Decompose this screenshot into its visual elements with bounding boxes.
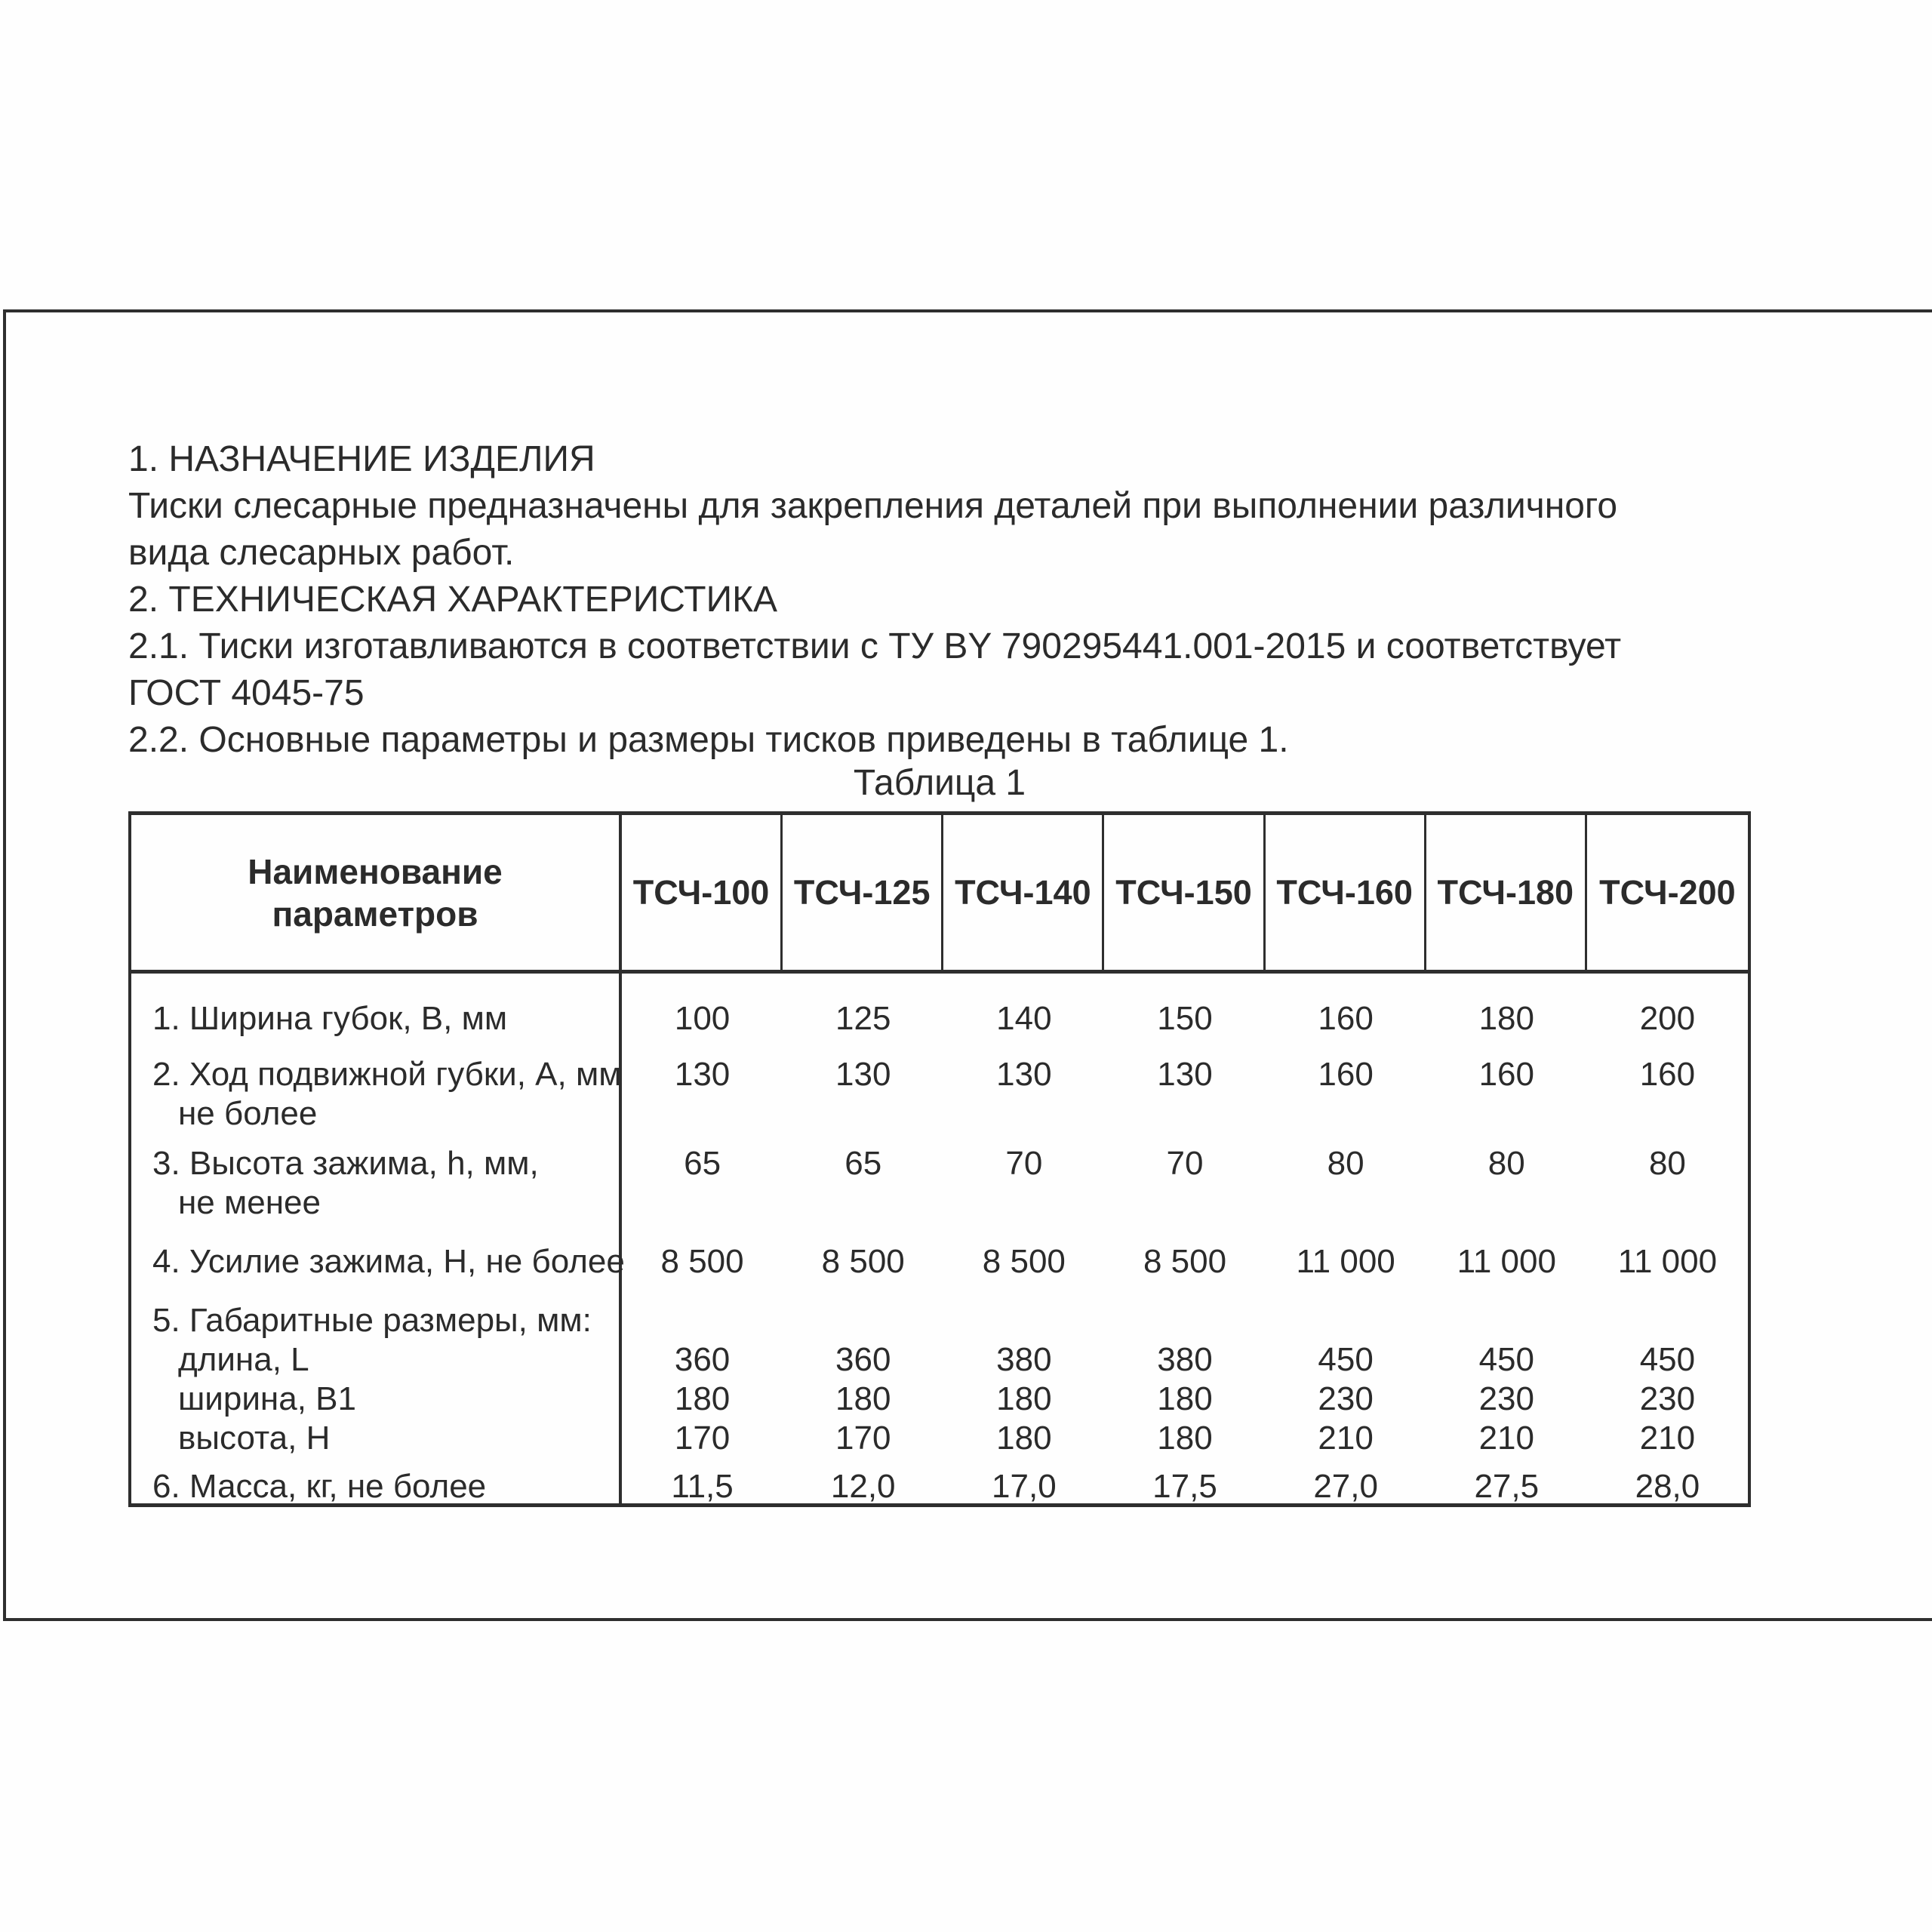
- row-label: длина, L: [131, 1340, 622, 1380]
- row-value: 360: [835, 1341, 891, 1378]
- row-value: 210: [1639, 1420, 1696, 1457]
- table-body: [131, 974, 1748, 1506]
- row-value: 8 500: [660, 1243, 744, 1280]
- table-subrow: [131, 1340, 1748, 1380]
- row-value: 28,0: [1635, 1468, 1700, 1505]
- row-value: 160: [1478, 1056, 1534, 1093]
- row-label: 1. Ширина губок, B, мм: [131, 974, 622, 1038]
- row-value: 27,5: [1474, 1468, 1540, 1505]
- row-value: 180: [996, 1420, 1052, 1457]
- table-header-row: [131, 815, 1748, 974]
- table-row: [131, 974, 1748, 1038]
- row-value: 65: [844, 1145, 882, 1182]
- paragraph-line: Тиски слесарные предназначены для закрепления деталей при выполнении различного: [128, 486, 1618, 526]
- row-value: 11 000: [1296, 1243, 1395, 1280]
- table-subrow: [131, 1419, 1748, 1458]
- row-value: 160: [1318, 1056, 1374, 1093]
- row-label: высота, Н: [131, 1419, 622, 1458]
- header-cell-params: [131, 815, 622, 970]
- row-value: 150: [1157, 1000, 1213, 1037]
- header-cell-model: ТСЧ-160: [1266, 815, 1426, 970]
- header-cell-model: ТСЧ-200: [1599, 872, 1736, 912]
- empty-cell: [1266, 1281, 1426, 1340]
- empty-cell: [783, 1183, 943, 1223]
- row-value: 17,0: [992, 1468, 1057, 1505]
- row-value: 80: [1487, 1145, 1525, 1182]
- row-value: 210: [1478, 1420, 1534, 1457]
- row-value: 27,0: [1313, 1468, 1378, 1505]
- empty-cell: [1104, 1183, 1265, 1223]
- row-value: 70: [1005, 1145, 1043, 1182]
- row-value: 11 000: [1617, 1243, 1718, 1280]
- empty-cell: [943, 1094, 1104, 1134]
- row-label: 3. Высота зажима, h, мм,: [131, 1134, 622, 1183]
- row-label: ширина, В1: [131, 1380, 622, 1419]
- empty-cell: [783, 1281, 943, 1340]
- header-cell-model: ТСЧ-180: [1426, 815, 1587, 970]
- empty-cell: [783, 1094, 943, 1134]
- row-value: 200: [1639, 1000, 1696, 1037]
- row-value: 12,0: [830, 1468, 896, 1505]
- empty-cell: [622, 1183, 783, 1223]
- empty-cell: [1266, 1183, 1426, 1223]
- empty-cell: [1104, 1094, 1265, 1134]
- table-row-continuation: [131, 1094, 1748, 1134]
- table-row: [131, 1223, 1748, 1281]
- table-row: [131, 1458, 1748, 1506]
- row-value: 140: [996, 1000, 1052, 1037]
- row-value: 130: [996, 1056, 1052, 1093]
- heading-specs: 2. ТЕХНИЧЕСКАЯ ХАРАКТЕРИСТИКА: [128, 580, 778, 620]
- row-value: 125: [835, 1000, 891, 1037]
- row-value: 180: [674, 1380, 731, 1417]
- row-value: 65: [684, 1145, 721, 1182]
- table-subrow: [131, 1380, 1748, 1419]
- row-value: 450: [1478, 1341, 1534, 1378]
- row-value: 11 000: [1457, 1243, 1556, 1280]
- row-label: 5. Габаритные размеры, мм:: [131, 1281, 622, 1340]
- spec-table: [128, 811, 1751, 1507]
- empty-cell: [1587, 1094, 1748, 1134]
- table-row-continuation: [131, 1183, 1748, 1223]
- row-value: 80: [1648, 1145, 1686, 1182]
- empty-cell: [1587, 1183, 1748, 1223]
- row-value: 11,5: [671, 1468, 734, 1505]
- row-value: 450: [1318, 1341, 1374, 1378]
- row-value: 17,5: [1152, 1468, 1217, 1505]
- row-label: 4. Усилие зажима, Н, не более: [131, 1223, 622, 1281]
- row-value: 380: [996, 1341, 1052, 1378]
- empty-cell: [1266, 1094, 1426, 1134]
- paragraph-line: вида слесарных работ.: [128, 533, 515, 573]
- empty-cell: [1426, 1094, 1587, 1134]
- row-value: 170: [835, 1420, 891, 1457]
- row-value: 180: [1478, 1000, 1534, 1037]
- row-value: 180: [835, 1380, 891, 1417]
- header-cell-model: ТСЧ-100: [622, 815, 783, 970]
- header-params-line2: параметров: [272, 894, 478, 934]
- row-value: 230: [1318, 1380, 1374, 1417]
- row-value: 380: [1157, 1341, 1213, 1378]
- row-value: 8 500: [982, 1243, 1066, 1280]
- row-value: 8 500: [1143, 1243, 1227, 1280]
- empty-cell: [622, 1094, 783, 1134]
- header-cell-model: ТСЧ-150: [1104, 815, 1265, 970]
- row-value: 230: [1639, 1380, 1696, 1417]
- row-value: 8 500: [821, 1243, 905, 1280]
- row-value: 70: [1166, 1145, 1204, 1182]
- document-text-block: [128, 436, 1834, 764]
- paragraph-line: 2.1. Тиски изготавливаются в соответствии с ТУ BY 790295441.001-2015 и соответствует: [128, 626, 1622, 666]
- row-value: 210: [1318, 1420, 1374, 1457]
- row-value: 450: [1639, 1341, 1696, 1378]
- row-value: 360: [674, 1341, 731, 1378]
- row-value: 100: [674, 1000, 731, 1037]
- row-value: 80: [1327, 1145, 1364, 1182]
- row-label: 6. Масса, кг, не более: [131, 1458, 622, 1506]
- row-value: 130: [835, 1056, 891, 1093]
- row-value: 180: [1157, 1420, 1213, 1457]
- row-label: не менее: [131, 1183, 622, 1223]
- heading-purpose: 1. НАЗНАЧЕНИЕ ИЗДЕЛИЯ: [128, 439, 595, 479]
- paragraph-line: 2.2. Основные параметры и размеры тисков приведены в таблице 1.: [128, 720, 1289, 760]
- empty-cell: [1426, 1281, 1587, 1340]
- empty-cell: [622, 1281, 783, 1340]
- row-value: 180: [1157, 1380, 1213, 1417]
- header-cell-model: ТСЧ-140: [943, 815, 1104, 970]
- row-value: 160: [1639, 1056, 1696, 1093]
- row-value: 160: [1318, 1000, 1374, 1037]
- empty-cell: [1587, 1281, 1748, 1340]
- header-params-line1: Наименование: [248, 851, 503, 891]
- table-caption: Таблица 1: [853, 763, 1026, 803]
- row-label: 2. Ход подвижной губки, А, мм: [131, 1038, 622, 1094]
- row-value: 230: [1478, 1380, 1534, 1417]
- row-value: 130: [674, 1056, 731, 1093]
- row-value: 130: [1157, 1056, 1213, 1093]
- empty-cell: [943, 1281, 1104, 1340]
- row-value: 180: [996, 1380, 1052, 1417]
- table-row: [131, 1281, 1748, 1340]
- empty-cell: [943, 1183, 1104, 1223]
- empty-cell: [1426, 1183, 1587, 1223]
- header-cell-model: ТСЧ-125: [783, 815, 943, 970]
- empty-cell: [1104, 1281, 1265, 1340]
- row-value: 170: [674, 1420, 731, 1457]
- table-row: [131, 1134, 1748, 1183]
- row-label: не более: [131, 1094, 622, 1134]
- table-row: [131, 1038, 1748, 1094]
- paragraph-line: ГОСТ 4045-75: [128, 673, 365, 713]
